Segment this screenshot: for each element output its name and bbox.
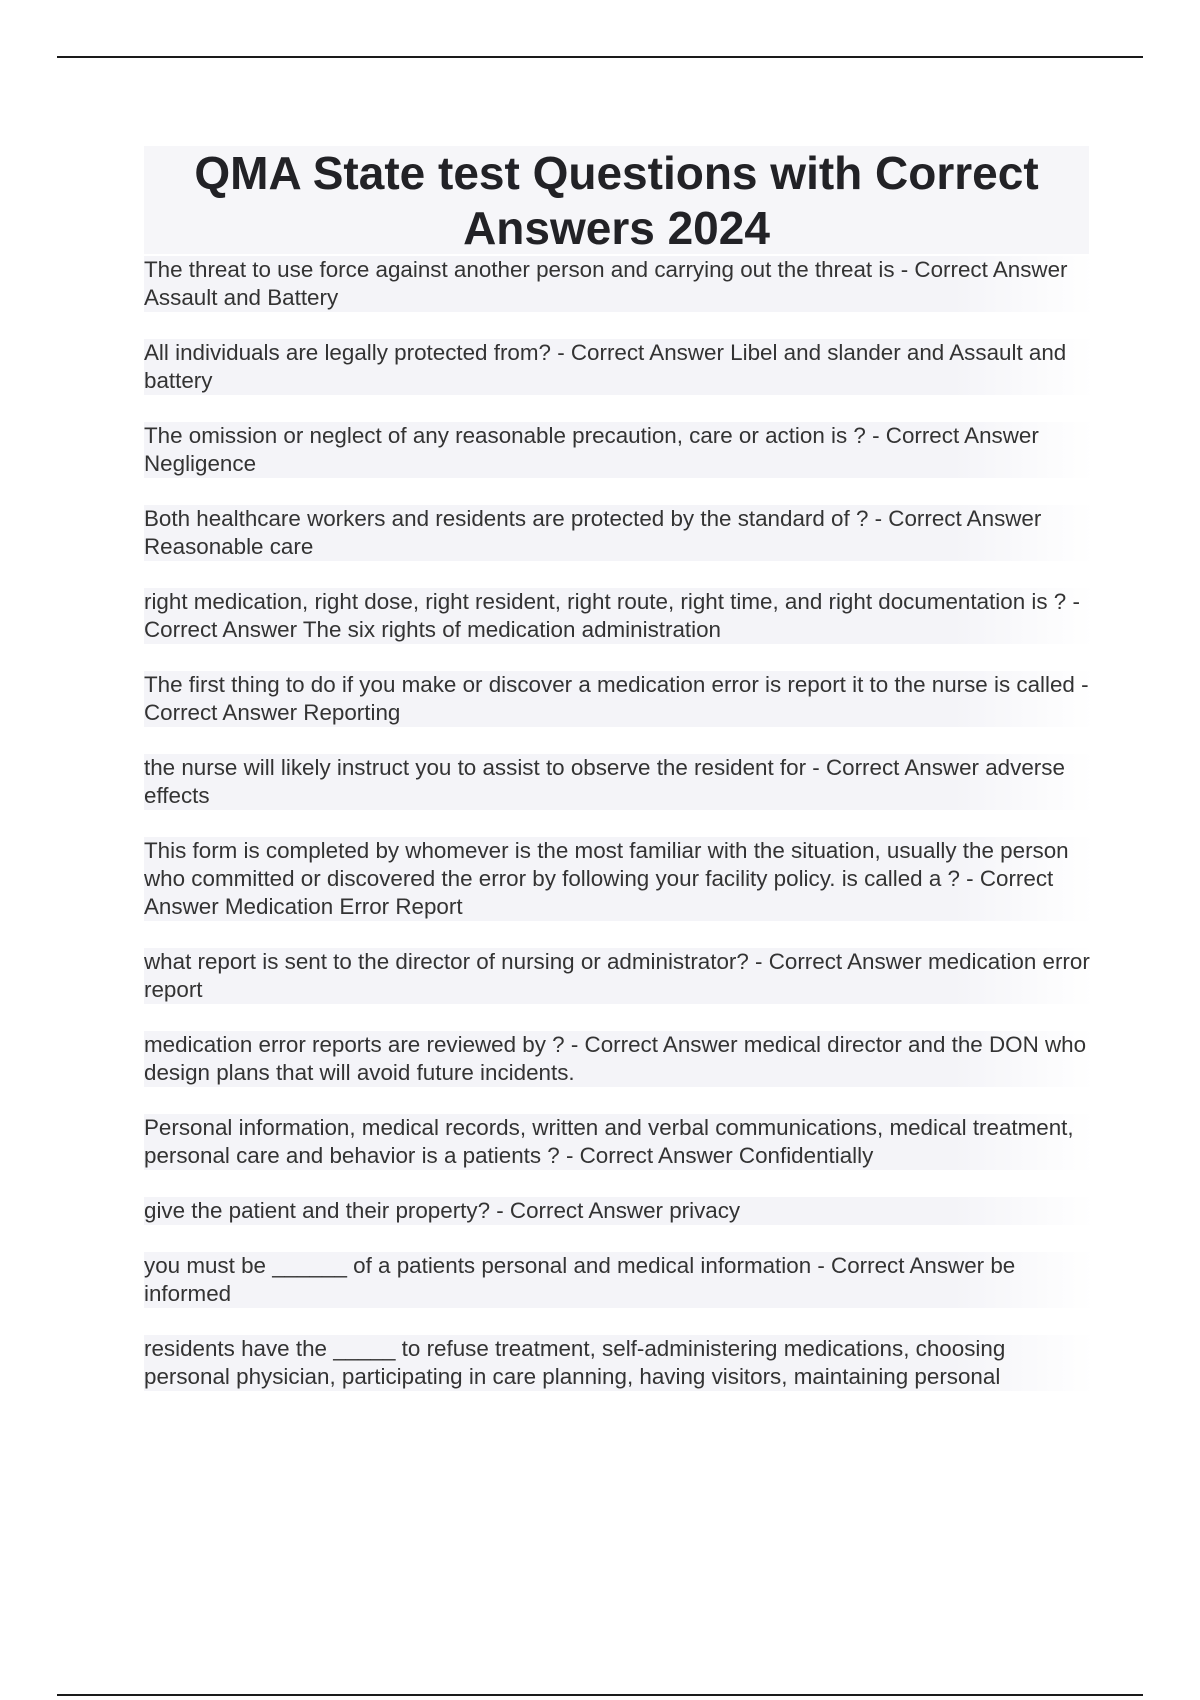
qa-text: residents have the _____ to refuse treatment, self-administering medications, choosing personal physician, participating in care planning, having visitors, maintaining personal [144,1336,1006,1389]
qa-text: The omission or neglect of any reasonable precaution, care or action is ? - Correct Answer Negligence [144,423,1039,476]
qa-item [144,754,1094,810]
qa-item [144,671,1094,727]
qa-item [144,1031,1094,1087]
qa-item [144,837,1094,921]
qa-text: you must be ______ of a patients personal and medical information - Correct Answer be informed [144,1253,1016,1306]
qa-text: right medication, right dose, right resident, right route, right time, and right documentation is ? - Correct Answer The six rights of medication administration [144,589,1080,642]
qa-text: All individuals are legally protected from? - Correct Answer Libel and slander and Assault and battery [144,340,1067,393]
qa-item [144,1335,1094,1391]
qa-text: Personal information, medical records, written and verbal communications, medical treatment, personal care and behavior is a patients ? - Correct Answer Confidentially [144,1115,1074,1168]
qa-text: This form is completed by whomever is the most familiar with the situation, usually the person who committed or discovered the error by following your facility policy. is called a ? - Correct Answer Medication Error Report [144,838,1069,919]
qa-list [144,256,1094,1391]
qa-item [144,948,1094,1004]
qa-item [144,505,1094,561]
bottom-divider [57,1694,1143,1696]
qa-item [144,1197,1094,1225]
qa-item [144,256,1094,312]
qa-text: the nurse will likely instruct you to assist to observe the resident for - Correct Answer adverse effects [144,755,1065,808]
qa-text: what report is sent to the director of nursing or administrator? - Correct Answer medication error report [144,949,1090,1002]
qa-text: The threat to use force against another person and carrying out the threat is - Correct Answer Assault and Battery [144,257,1068,310]
qa-item [144,1252,1094,1308]
qa-item [144,1114,1094,1170]
qa-text: medication error reports are reviewed by ? - Correct Answer medical director and the DON who design plans that will avoid future incidents. [144,1032,1087,1085]
qa-item [144,339,1094,395]
qa-text: The first thing to do if you make or discover a medication error is report it to the nurse is called - Correct Answer Reporting [144,672,1089,725]
qa-text: give the patient and their property? - Correct Answer privacy [144,1198,741,1223]
qa-item [144,422,1094,478]
qa-item [144,588,1094,644]
title-block [144,146,1089,254]
document-title: QMA State test Questions with Correct Answers 2024 [194,147,1039,254]
qa-text: Both healthcare workers and residents are protected by the standard of ? - Correct Answer Reasonable care [144,506,1042,559]
top-divider [57,56,1143,58]
